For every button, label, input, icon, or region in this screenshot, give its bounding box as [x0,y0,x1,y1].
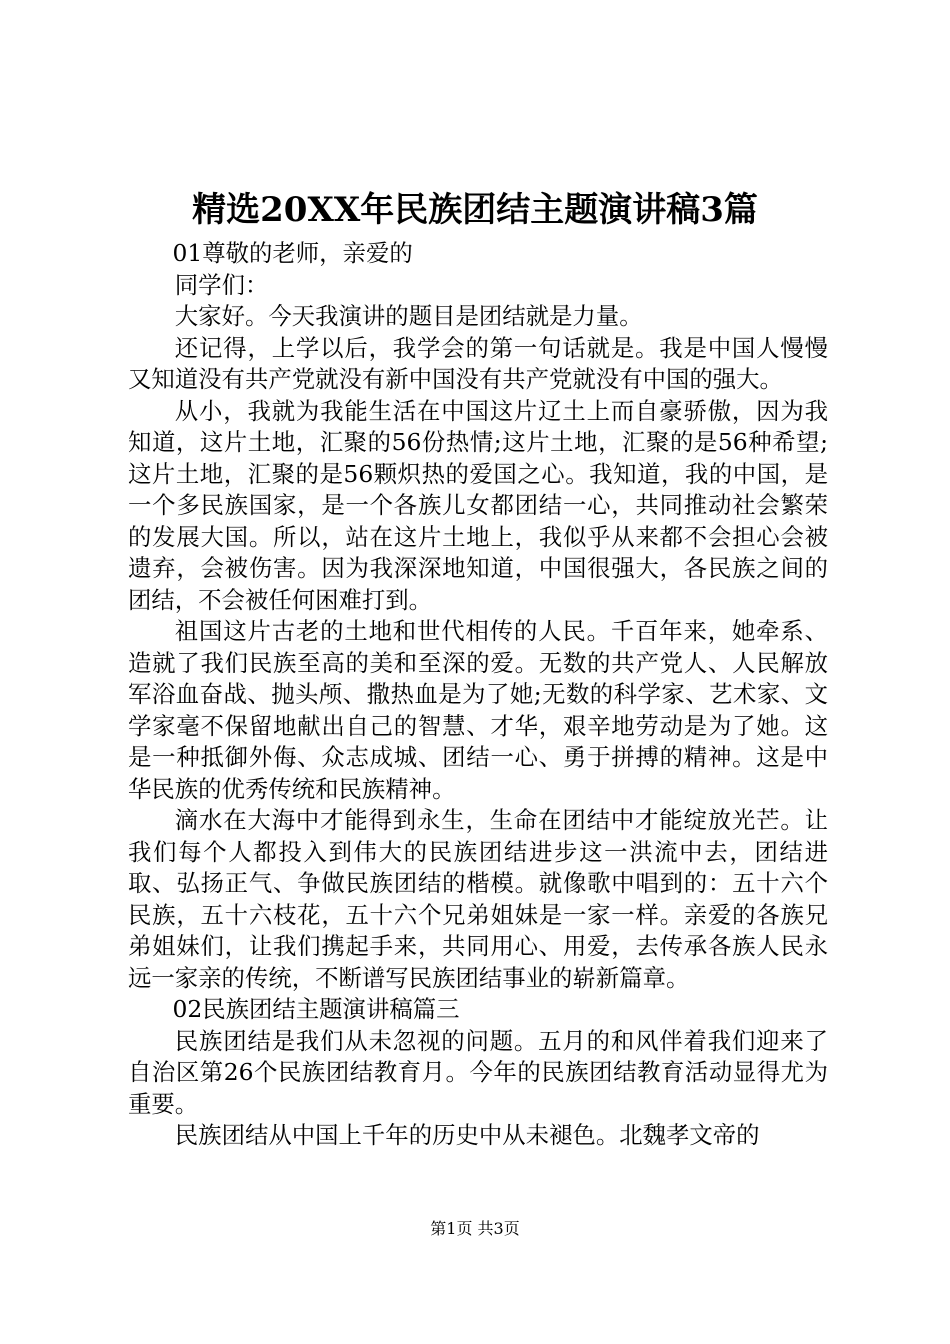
paragraph-body: 民族团结是我们从未忽视的问题。五月的和风伴着我们迎来了自治区第26个民族团结教育月。今年的民族团结教育活动显得尤为重要。 [128,1026,828,1118]
document-body [128,238,828,1152]
paragraph-greeting: 大家好。今天我演讲的题目是团结就是力量。 [174,302,643,330]
paragraph-body: 民族团结从中国上千年的历史中从未褪色。北魏孝文帝的 [174,1121,760,1149]
paragraph-section-heading-02: 02民族团结主题演讲稿篇三 [172,995,460,1023]
page-number-footer: 第1页 共3页 [430,1219,520,1238]
paragraph-body: 祖国这片古老的土地和世代相传的人民。千百年来，她牵系、造就了我们民族至高的美和至深的爱。无数的共产党人、人民解放军浴血奋战、抛头颅、撒热血是为了她;无数的科学家、艺术家、文学家毫不保留地献出自己的智慧、才华，艰辛地劳动是为了她。这是一种抵御外侮、众志成城、团结一心、勇于拼搏的精神。这是中华民族的优秀传统和民族精神。 [128,617,828,803]
paragraph-body: 还记得，上学以后，我学会的第一句话就是。我是中国人慢慢又知道没有共产党就没有新中国没有共产党就没有中国的强大。 [128,333,828,393]
paragraph-body: 从小，我就为我能生活在中国这片辽土上而自豪骄傲，因为我知道，这片土地，汇聚的56份热情;这片土地，汇聚的是56种希望;这片土地，汇聚的是56颗炽热的爱国之心。我知道，我的中国，是一个多民族国家，是一个各族儿女都团结一心，共同推动社会繁荣的发展大国。所以，站在这片土地上，我似乎从来都不会担心会被遗弃，会被伤害。因为我深深地知道，中国很强大，各民族之间的团结，不会被任何困难打到。 [128,396,828,614]
paragraph-salutation: 同学们： [174,270,269,299]
paragraph-body: 滴水在大海中才能得到永生，生命在团结中才能绽放光芒。让我们每个人都投入到伟大的民族团结进步这一洪流中去，团结进取、弘扬正气、争做民族团结的楷模。就像歌中唱到的：五十六个民族，五十六枝花，五十六个兄弟姐妹是一家一样。亲爱的各族兄弟姐妹们，让我们携起手来，共同用心、用爱，去传承各族人民永远一家亲的传统，不断谱写民族团结事业的崭新篇章。 [128,806,828,992]
paragraph-section-heading-01: 01尊敬的老师，亲爱的 [172,239,413,267]
document-title: 精选20XX年民族团结主题演讲稿3篇 [192,190,758,230]
